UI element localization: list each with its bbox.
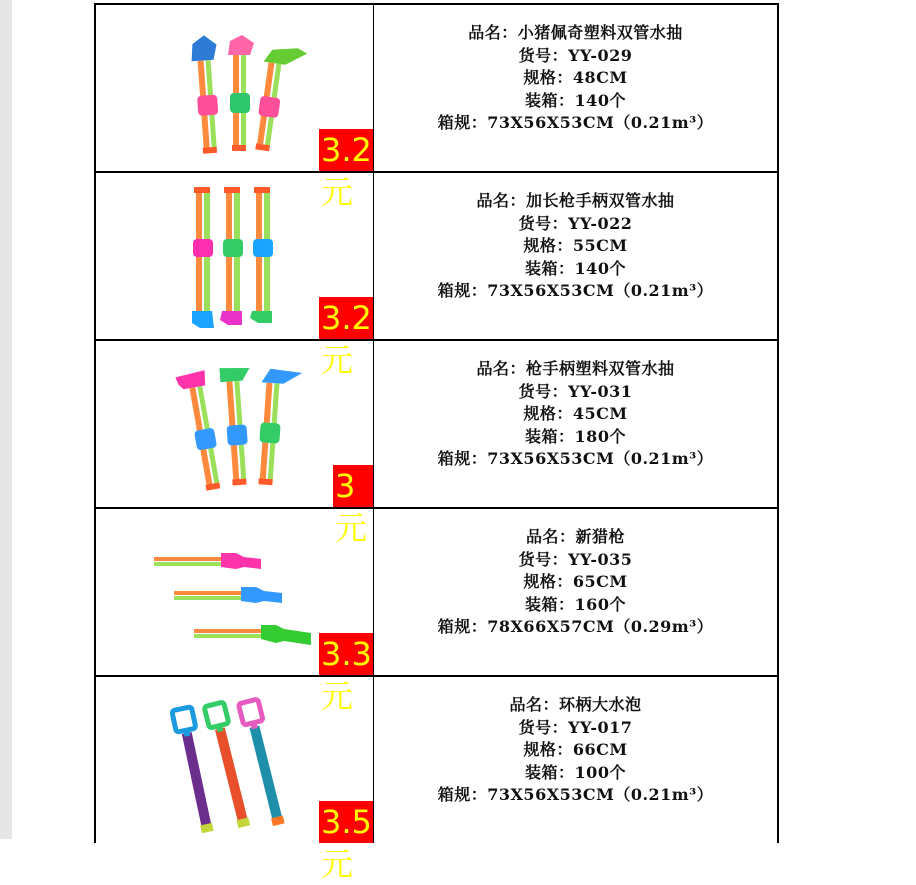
product-pack: 装箱：100个 [525,762,626,782]
product-box: 箱规：73X56X53CM（0.21m³） [437,281,714,300]
product-spec: 规格：65CM [523,572,628,591]
product-spec: 规格：45CM [523,404,628,423]
price-tag: 3.5元 [321,803,372,883]
product-box: 箱规：73X56X53CM（0.21m³） [437,785,714,804]
price-tag: 3元 [333,465,373,507]
product-name: 品名：环柄大水泡 [509,695,642,714]
gun-handle-water-gun-icon [96,341,373,507]
product-image-cell [96,677,373,883]
product-spec: 规格：55CM [523,236,628,255]
product-name: 品名：枪手柄塑料双管水抽 [476,359,675,378]
product-code: 货号：YY-022 [518,213,633,233]
product-info-cell [374,509,777,675]
product-spec: 规格：48CM [523,68,628,87]
product-code: 货号：YY-029 [518,45,633,65]
page-margin [0,0,12,839]
product-info-cell [374,173,777,339]
product-box: 箱规：78X66X57CM（0.29m³） [437,617,714,636]
product-image-cell [96,173,373,379]
price-tag: 3.2元 [321,299,372,379]
product-box: 箱规：73X56X53CM（0.21m³） [437,113,714,132]
product-pack: 装箱：140个 [525,90,626,110]
product-name: 品名：新猎枪 [525,527,625,546]
product-name: 品名：加长枪手柄双管水抽 [476,191,675,210]
product-image-cell [96,5,373,211]
product-image-cell [96,341,373,547]
table-row [96,677,777,883]
product-code: 货号：YY-035 [518,549,633,569]
product-pack: 装箱：140个 [525,258,626,278]
product-name: 品名：小猪佩奇塑料双管水抽 [468,23,683,42]
product-pack: 装箱：180个 [525,426,626,446]
price-tag: 3.2元 [321,131,372,211]
product-info-cell [374,341,777,507]
product-image-cell [96,509,373,715]
product-box: 箱规：73X56X53CM（0.21m³） [437,449,714,468]
price-tag: 3.3元 [321,635,372,715]
product-code: 货号：YY-017 [518,717,633,737]
product-info-cell [374,677,777,843]
product-spec: 规格：66CM [523,740,628,759]
product-pack: 装箱：160个 [525,594,626,614]
product-code: 货号：YY-031 [518,381,633,401]
product-table [94,3,779,883]
product-info-cell [374,5,777,171]
